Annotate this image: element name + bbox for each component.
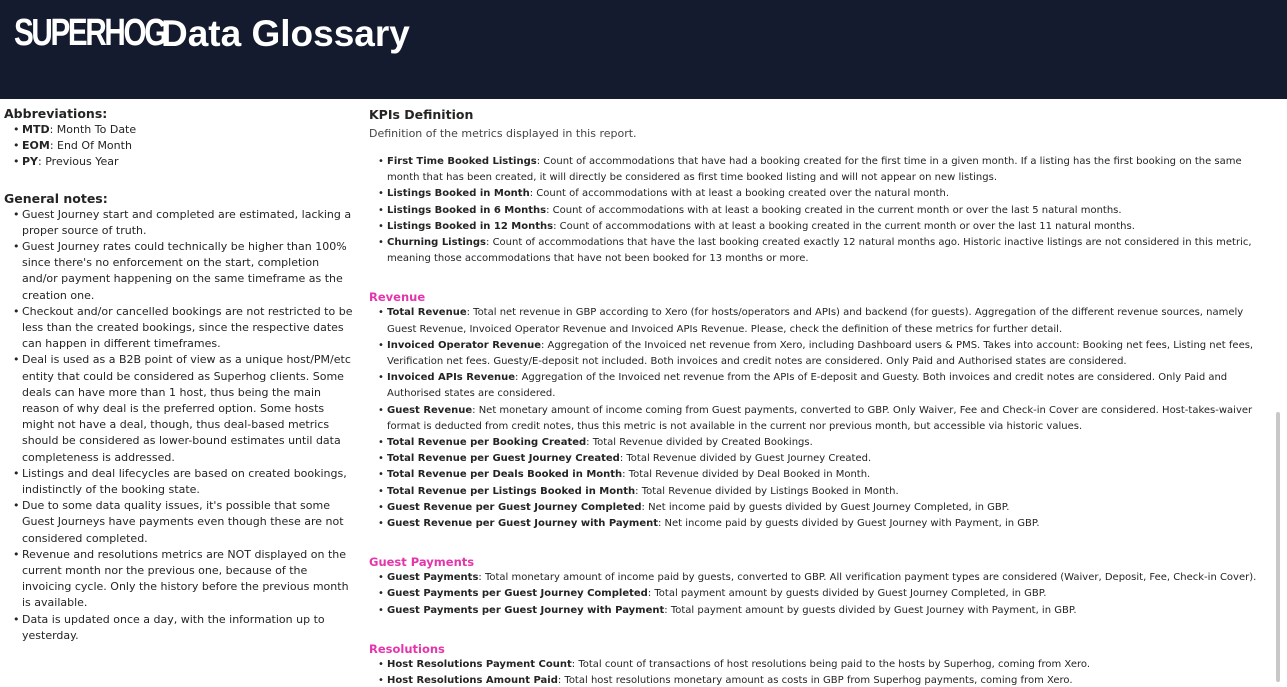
metric-item (369, 338, 1275, 370)
metric-term: Listings Booked in 6 Months (387, 204, 547, 216)
metric-def: : Aggregation of the Invoiced net revenue from Xero, including Dashboard users & PMS. Takes into account: Booking net fees, Listing net fees, Verification net fees. Guesty/E-deposit not included. Both invoices and credit notes are considered. Only Paid and Authorised states are considered. (387, 339, 1254, 368)
abbreviation-item (4, 154, 356, 170)
abbreviations-list (4, 122, 356, 171)
kpi-heading: KPIs Definition (369, 107, 474, 122)
metric-item (369, 657, 1275, 673)
metric-def: : Count of accommodations with at least a booking created in the current month or over the last 11 natural months. (553, 220, 1135, 232)
note-item: • Due to some data quality issues, it's possible that some Guest Journeys have payments even though these are not considered completed. (4, 498, 356, 547)
guest-payments-heading: Guest Payments (369, 555, 475, 570)
note-item: • Listings and deal lifecycles are based on created bookings, indistinctly of the booking state. (4, 466, 356, 498)
scroll-fade (369, 148, 1275, 154)
note-item: • Revenue and resolutions metrics are NOT displayed on the current month nor the previous one, because of the invoicing cycle. Only the history before the previous month is available. (4, 547, 356, 612)
metric-item (369, 203, 1275, 219)
metric-item (369, 403, 1275, 435)
metric-def: : Total net revenue in GBP according to Xero (for hosts/operators and APIs) and backend (for guests). Aggregation of the different revenue sources, namely Guest Revenue, Invoiced Operator Revenue and Invoiced APIs Revenue. Please, check the definition of these metrics for further detail. (387, 307, 1244, 335)
metric-term: Total Revenue (387, 307, 467, 319)
metric-item (369, 570, 1275, 586)
metric-item (369, 435, 1275, 451)
metric-def: : Total Revenue divided by Guest Journey Created. (619, 453, 872, 465)
note-item: • Data is updated once a day, with the information up to yesterday. (4, 612, 356, 644)
metric-term: Guest Payments (387, 572, 479, 584)
revenue-heading: Revenue (369, 290, 426, 305)
metric-def: : Total count of transactions of host resolutions being paid to the hosts by Superhog, coming from Xero. (571, 658, 1090, 670)
metric-item (369, 467, 1275, 483)
abbreviation-def: : End Of Month (49, 139, 132, 153)
kpi-subtitle: Definition of the metrics displayed in this report. (369, 127, 637, 140)
metric-def: : Net income paid by guests divided by Guest Journey with Payment, in GBP. (658, 518, 1040, 530)
metric-term: Total Revenue per Guest Journey Created (387, 453, 620, 465)
metric-term: Guest Payments per Guest Journey with Payment (387, 604, 665, 616)
left-panel (4, 106, 356, 644)
metric-item (369, 516, 1275, 532)
metric-item (369, 451, 1275, 467)
resolutions-metrics-list (369, 657, 1275, 687)
abbreviation-term: MTD (22, 123, 50, 136)
abbreviation-term: EOM (22, 139, 50, 153)
metric-def: : Net income paid by guests divided by Guest Journey Completed, in GBP. (641, 501, 1010, 513)
metric-term: Total Revenue per Listings Booked in Month (387, 485, 636, 497)
guest-payments-metrics-list (369, 570, 1275, 619)
metric-term: Total Revenue per Booking Created (387, 437, 587, 449)
metric-term: Listings Booked in 12 Months (387, 220, 554, 232)
metric-def: : Total Revenue divided by Listings Booked in Month. (635, 485, 899, 497)
metric-item (369, 500, 1275, 516)
metric-def: : Total monetary amount of income paid by guests, converted to GBP. All verification payment types are considered (Waiver, Deposit, Fee, Check-in Cover). (478, 572, 1257, 584)
metric-item (369, 586, 1275, 602)
metric-item (369, 154, 1275, 186)
metric-def: : Total payment amount by guests divided by Guest Journey Completed, in GBP. (647, 588, 1047, 600)
metric-def: : Total host resolutions monetary amount as costs in GBP from Superhog payments, coming from Xero. (557, 675, 1073, 687)
metric-item (369, 219, 1275, 235)
metric-term: Invoiced APIs Revenue (387, 372, 516, 384)
metric-def: : Aggregation of the Invoiced net revenue from the APIs of E-deposit and Guesty. Both invoices and credit notes are considered. Only Paid and Authorised states are considered. (387, 372, 1228, 400)
abbreviations-heading: Abbreviations: (4, 106, 108, 121)
metric-term: Host Resolutions Payment Count (387, 658, 572, 670)
metric-item (369, 603, 1275, 619)
metric-def: : Total Revenue divided by Deal Booked in Month. (622, 469, 871, 481)
metric-term: Guest Revenue per Guest Journey Completed (387, 501, 642, 513)
metric-term: Listings Booked in Month (387, 188, 530, 200)
metric-item (369, 305, 1275, 337)
metric-term: Host Resolutions Amount Paid (387, 675, 558, 687)
note-item: • Checkout and/or cancelled bookings are not restricted to be less than the created bookings, since the respective dates can happen in different timeframes. (4, 304, 356, 353)
vertical-scrollbar[interactable] (1276, 412, 1280, 682)
metric-term: Total Revenue per Deals Booked in Month (387, 469, 623, 481)
note-item: • Guest Journey rates could technically be higher than 100% since there's no enforcement on the start, completion and/or payment happening on the same timeframe as the creation one. (4, 239, 356, 304)
general-notes-heading: General notes: (4, 190, 108, 206)
listings-metrics-list (369, 154, 1275, 267)
metric-term: Churning Listings (387, 237, 487, 249)
metric-term: Guest Payments per Guest Journey Completed (387, 588, 648, 600)
metric-def: : Count of accommodations that have the last booking created exactly 12 natural months ago. Historic inactive listings are not considered in this metric, meaning those accommodations that have not been booked for 13 months or more. (387, 237, 1252, 265)
note-item: • Guest Journey start and completed are estimated, lacking a proper source of truth. (4, 207, 356, 239)
abbreviation-def: : Month To Date (49, 123, 137, 136)
metric-item (369, 370, 1275, 402)
metric-item (369, 235, 1275, 267)
note-item: • Deal is used as a B2B point of view as a unique host/PM/etc entity that could be considered as Superhog clients. Some deals can have more than 1 host, thus being the main reason of why deal is the preferred option. Some hosts might not have a deal, though, thus deal-based metrics should be considered as lower-bound estimates until data completeness is addressed. (4, 352, 356, 465)
metric-def: : Net monetary amount of income coming from Guest payments, converted to GBP. Only Waiver, Fee and Check-in Cover are considered. Host-takes-waiver format is deducted from credit notes, thus this metric is not available in the current nor previous month, but accessible via historic values. (387, 404, 1253, 432)
abbreviation-item (4, 122, 356, 138)
superhog-logo: SUPERHOG (14, 12, 165, 54)
metric-item (369, 673, 1275, 687)
metric-term: Guest Revenue (387, 404, 473, 416)
kpi-scroll-area[interactable] (369, 148, 1275, 687)
abbreviation-def: : Previous Year (38, 155, 119, 169)
metric-item (369, 484, 1275, 500)
metric-def: : Total payment amount by guests divided by Guest Journey with Payment, in GBP. (664, 604, 1077, 616)
resolutions-heading: Resolutions (369, 641, 445, 656)
revenue-metrics-list (369, 305, 1275, 532)
metric-def: : Count of accommodations with at least a booking created in the current month or over the last 5 natural months. (546, 204, 1122, 216)
abbreviation-term: PY (22, 155, 39, 169)
metric-def: : Count of accommodations with at least a booking created over the natural month. (529, 188, 950, 200)
metric-term: Guest Revenue per Guest Journey with Payment (387, 518, 658, 530)
metric-term: Invoiced Operator Revenue (387, 339, 541, 351)
metric-def: : Total Revenue divided by Created Bookings. (586, 437, 813, 449)
page-header (0, 0, 1287, 99)
kpi-header (369, 106, 1277, 142)
metric-term: First Time Booked Listings (387, 156, 537, 167)
metric-item (369, 186, 1275, 202)
page-title: Data Glossary (161, 13, 410, 54)
general-notes-list (4, 207, 356, 644)
metric-def: : Count of accommodations that have had a booking created for the first time in a given month. If a listing has the first booking on the same month that has been created, it will directly be considered as first time booked listing and will not appear on new listings. (387, 156, 1242, 184)
abbreviation-item (4, 138, 356, 154)
